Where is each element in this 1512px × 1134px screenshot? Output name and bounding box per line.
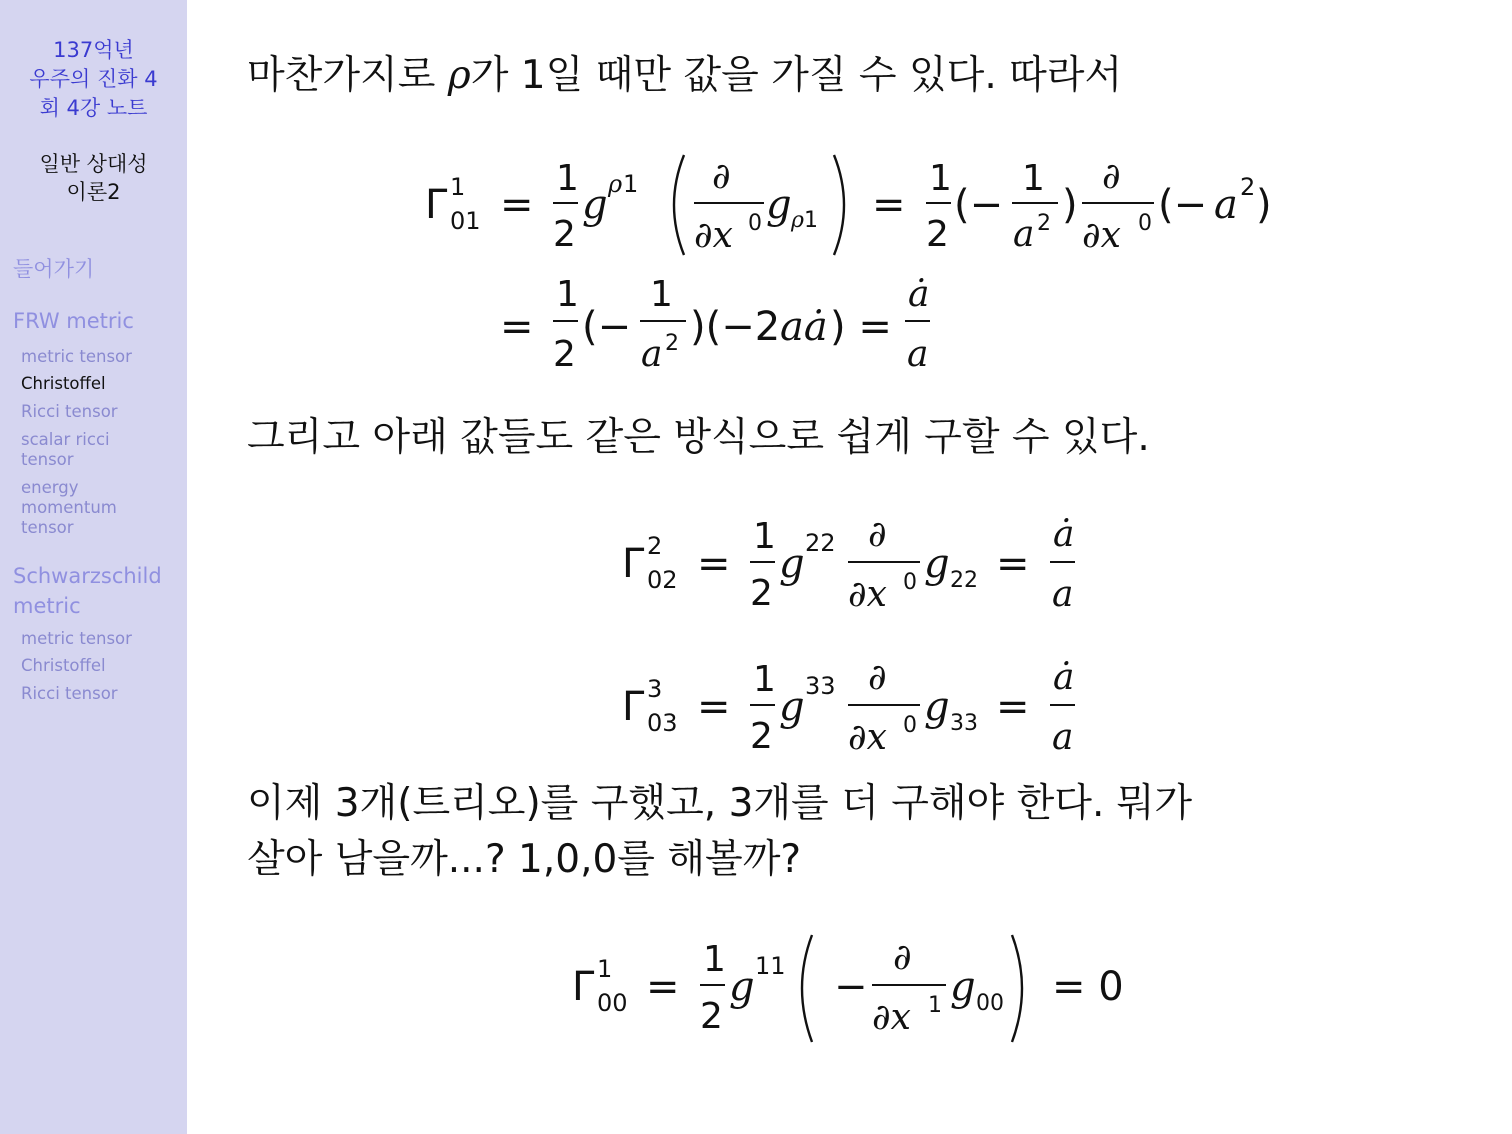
svg-text:aȧ: aȧ [780, 304, 828, 350]
svg-text:=: = [697, 541, 731, 587]
svg-text:2: 2 [665, 331, 679, 356]
svg-text:1: 1 [650, 274, 673, 315]
svg-text:∂: ∂ [868, 657, 887, 698]
svg-text:∂x: ∂x [1082, 215, 1121, 256]
svg-text:a: a [1013, 214, 1035, 255]
subtitle-line: 일반 상대성 [39, 152, 148, 176]
svg-text:g: g [779, 541, 805, 587]
svg-text:2: 2 [1240, 173, 1256, 201]
subsection-frw-ricci-tensor[interactable]: Ricci tensor [21, 402, 118, 421]
svg-text:g: g [924, 684, 950, 730]
paragraph-other-values: 그리고 아래 값들도 같은 방식으로 쉽게 구할 수 있다. [247, 415, 1150, 460]
subsection-schw-ricci-tensor[interactable]: Ricci tensor [21, 684, 118, 703]
svg-text:∂x: ∂x [848, 717, 887, 758]
equation-gamma-1-00 [572, 935, 1124, 1042]
equation-gamma-1-01-continued [500, 274, 930, 375]
svg-text:00: 00 [597, 989, 628, 1017]
svg-text:01: 01 [450, 207, 481, 235]
svg-text:g: g [729, 964, 755, 1010]
svg-text:=: = [646, 964, 680, 1010]
svg-text:a: a [1052, 717, 1074, 758]
subsection-frw-energy-momentum[interactable]: energy momentum tensor [21, 478, 117, 537]
svg-text:1: 1 [556, 274, 579, 315]
svg-text:=: = [996, 541, 1030, 587]
svg-text:a: a [1052, 574, 1074, 615]
svg-text:=: = [697, 684, 731, 730]
svg-text:Γ: Γ [622, 541, 645, 587]
svg-text:)(−2: )(−2 [690, 304, 781, 350]
svg-text:11: 11 [755, 952, 786, 980]
svg-text:ȧ: ȧ [1053, 657, 1075, 698]
rho-symbol: ρ [447, 53, 471, 98]
svg-text:1: 1 [929, 158, 952, 199]
svg-text:g: g [950, 964, 976, 1010]
subsection-frw-metric-tensor[interactable]: metric tensor [21, 347, 132, 366]
svg-text:2: 2 [926, 214, 949, 255]
svg-text:∂: ∂ [712, 156, 731, 197]
svg-text:2: 2 [647, 532, 663, 560]
svg-text:1: 1 [753, 516, 776, 557]
svg-text:=: = [872, 182, 906, 228]
svg-text:(−: (− [954, 182, 1004, 228]
svg-text:0: 0 [748, 211, 762, 236]
svg-text:g: g [582, 182, 608, 228]
svg-text:−: − [834, 964, 868, 1010]
svg-text:ȧ: ȧ [908, 274, 930, 315]
svg-text:1: 1 [556, 158, 579, 199]
para3-line2: 살아 남을까...? 1,0,0를 해볼까? [247, 837, 802, 882]
svg-text:00: 00 [976, 991, 1004, 1016]
svg-text:a: a [1214, 182, 1238, 228]
svg-text:1: 1 [623, 170, 639, 198]
title-line: 137억년 [53, 38, 134, 62]
svg-text:02: 02 [647, 566, 678, 594]
svg-text:ρ: ρ [791, 208, 804, 233]
svg-text:22: 22 [950, 568, 978, 593]
svg-text:1: 1 [1022, 158, 1045, 199]
subsection-schw-christoffel[interactable]: Christoffel [21, 656, 106, 675]
svg-text:1: 1 [804, 208, 818, 233]
svg-text:∂x: ∂x [872, 997, 911, 1038]
svg-text:g: g [924, 541, 950, 587]
svg-text:3: 3 [647, 675, 663, 703]
svg-text:2: 2 [700, 996, 723, 1037]
svg-text:): ) [1062, 182, 1078, 228]
svg-text:a: a [641, 334, 663, 375]
svg-text:(−: (− [582, 304, 632, 350]
equation-gamma-1-01 [425, 155, 1272, 256]
svg-text:) =: ) = [830, 304, 892, 350]
svg-text:33: 33 [950, 711, 978, 736]
svg-text:a: a [907, 334, 929, 375]
svg-text:22: 22 [805, 529, 836, 557]
subsection-schw-metric-tensor[interactable]: metric tensor [21, 629, 132, 648]
svg-text:∂: ∂ [893, 937, 912, 978]
svg-text:0: 0 [903, 570, 917, 595]
svg-text:1: 1 [450, 173, 466, 201]
svg-text:2: 2 [553, 334, 576, 375]
svg-text:33: 33 [805, 672, 836, 700]
svg-text:0: 0 [903, 713, 917, 738]
svg-text:): ) [1256, 182, 1272, 228]
svg-text:03: 03 [647, 709, 678, 737]
svg-text:0: 0 [1138, 211, 1152, 236]
section-frw-metric[interactable]: FRW metric [13, 309, 134, 333]
subtitle-line: 이론2 [66, 180, 121, 204]
svg-text:1: 1 [753, 659, 776, 700]
svg-text:∂x: ∂x [848, 574, 887, 615]
svg-text:2: 2 [1037, 211, 1051, 236]
svg-text:=: = [500, 304, 534, 350]
svg-text:ȧ: ȧ [1053, 514, 1075, 555]
section-intro[interactable]: 들어가기 [13, 257, 95, 281]
equation-gamma-3-03 [622, 657, 1075, 758]
title-line: 우주의 진화 4 [29, 67, 158, 91]
svg-text:∂x: ∂x [694, 215, 733, 256]
svg-text:Γ: Γ [622, 684, 645, 730]
svg-text:2: 2 [553, 214, 576, 255]
svg-text:1: 1 [703, 939, 726, 980]
svg-text:2: 2 [750, 573, 773, 614]
svg-text:1: 1 [928, 993, 942, 1018]
section-schwarzschild-metric[interactable]: Schwarzschild metric [13, 564, 162, 618]
para3-line1: 이제 3개(트리오)를 구했고, 3개를 더 구해야 한다. 뭐가 [247, 781, 1193, 826]
svg-text:∂: ∂ [1102, 156, 1121, 197]
svg-text:g: g [766, 182, 792, 228]
para1-text-b: 가 1일 때만 값을 가질 수 있다. 따라서 [470, 53, 1123, 98]
subsection-frw-christoffel[interactable]: Christoffel [21, 374, 106, 393]
svg-text:g: g [779, 684, 805, 730]
svg-text:=: = [996, 684, 1030, 730]
svg-text:=: = [500, 182, 534, 228]
svg-text:2: 2 [750, 716, 773, 757]
svg-text:= 0: = 0 [1052, 964, 1124, 1010]
svg-text:(−: (− [1158, 182, 1208, 228]
svg-text:ρ: ρ [608, 170, 623, 198]
equation-gamma-2-02 [622, 514, 1075, 615]
svg-text:1: 1 [597, 955, 613, 983]
title-line: 회 4강 노트 [39, 96, 148, 120]
svg-text:∂: ∂ [868, 514, 887, 555]
subsection-frw-scalar-ricci[interactable]: scalar ricci tensor [21, 430, 110, 469]
para1-text-a: 마찬가지로 [247, 53, 448, 98]
svg-text:Γ: Γ [425, 182, 448, 228]
svg-text:Γ: Γ [572, 964, 595, 1010]
